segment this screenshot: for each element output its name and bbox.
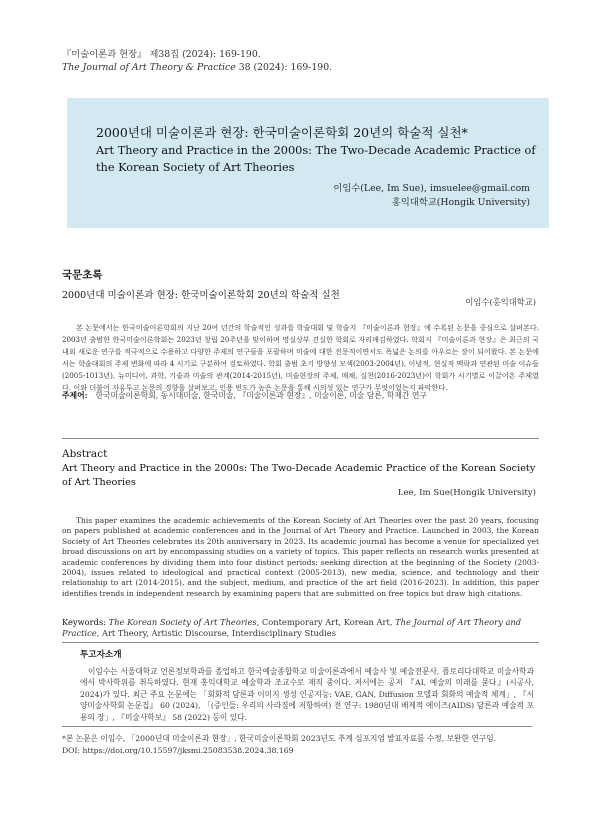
korean-keywords-label: 주제어: (62, 391, 88, 400)
korean-keywords (62, 390, 539, 401)
author-name-email: 이임수(Lee, Im Sue), imsuelee@gmail.com (333, 183, 530, 194)
korean-abstract-byline: 이임수(홍익대학교) (465, 297, 536, 307)
english-abstract-body: This paper examines the academic achievements of the Korean Society of Art Theories over the past 20 years, focusing on papers published at academic conferences and in the Journal of Art Theory and Practice. Launched in 2003, the Korean Society of Art Theories celebrates its 20th anniversary in 2023. Its academic journal has become a venue for specialized yet broad discussions on art by encompassing studies on a variety of topics. This paper reflects on research works presented at academic conferences by dividing them into four distinct periods: seeking direction at the beginning of the Society (2003-2004), issues related to ideological and practical context (2005-2013), new media, science, and technology and their relationship to art (2014-2015), and the subject, medium, and practice of the art field (2016-2023). In addition, this paper identifies trends in independent research by examining papers that are submitted on free topics but draw high citations. (62, 516, 539, 598)
footnote-source: *본 논문은 이임수, 「2000년대 미술이론과 현장」, 한국미술이론학회 2023년도 추계 심포지엄 발표자료를 수정, 보완한 연구임. (62, 734, 497, 743)
section-divider (62, 438, 539, 439)
paper-title-ko: 2000년대 미술이론과 현장: 한국미술이론학회 20년의 학술적 실천* (96, 125, 468, 140)
english-abstract-heading: Abstract (62, 448, 108, 460)
footnote-divider (62, 726, 532, 727)
keyword-journal: The Journal of Art Theory and Practice (62, 617, 522, 638)
author-info (333, 182, 530, 210)
author-bio-body: 이임수는 서울대학교 언론정보학과를 졸업하고 한국예술종합학교 미술이론과에서 예술사 및 예술전문사, 플로리다대학교 미술사학과에서 박사학위를 취득하였다. 현재 홍익대학교 예술학과 조교수로 재직 중이다. 저서에는 공저 『AI, 예술의 미래를 묻다』(시공사, 2024)가 있다. 최근 주요 논문에는 「회화적 담론과 이미지 생성 인공지능: VAE, GAN, Diffusion 모델과 회화의 예술적 체계」, 『서양미술사학회 논문집』 60 (2024), 「(증인들: 우리의 사라짐에 저항하여) 전 연구: 1980년대 배제적 에이즈(AIDS) 담론과 예술적 포용의 장」, 『미술사학보』 58 (2022) 등이 있다. (80, 667, 534, 722)
korean-abstract-title: 2000년대 미술이론과 현장: 한국미술이론학회 20년의 학술적 실천 (62, 290, 340, 301)
korean-keywords-list: 한국미술이론학회, 동시대미술, 한국미술, 『미술이론과 현장』, 미술이론, 미술 담론, 학제간 연구 (95, 391, 427, 400)
english-keywords-label: Keywords: (62, 617, 107, 627)
journal-citation-ko: 『미술이론과 현장』 제38집 (2024): 169-190. (62, 49, 261, 60)
journal-volume-en: 38 (2024): 169-190. (235, 62, 333, 73)
english-abstract-byline: Lee, Im Sue(Hongik University) (397, 488, 536, 498)
english-keywords (62, 617, 539, 639)
author-affiliation: 홍익대학교(Hongik University) (391, 197, 530, 208)
korean-abstract-heading: 국문초록 (62, 269, 103, 281)
keyword-society: The Korean Society of Art Theories (108, 617, 257, 627)
footnote-doi: DOI: https://doi.org/10.15597/jksmi.25083538.2024.38.169 (62, 745, 294, 755)
keyword-general-1: , Contemporary Art, Korean Art, (256, 617, 396, 627)
korean-abstract-body: 본 논문에서는 한국미술이론학회의 지난 20여 년간의 학술적인 성과를 학술대회 및 학술지 『미술이론과 현장』에 수록된 논문을 중심으로 살펴본다. 2003년 출범한 한국미술이론학회는 2023년 창립 20주년을 맞이하며 명실상부 견실한 학회로 자리매김하였다. 학회지 『미술이론과 현장』은 최근의 국내외 새로운 연구를 적극적으로 수용하고 다양한 주제의 연구들을 포괄하며 미술에 대한 전문적이면서도 폭넓은 논의를 아우르는 장이 되어왔다. 본 논문에서는 학술대회의 주제 변화에 따라 4 시기로 구분하여 검토하였다. 학회 출범 초기 방향성 모색(2003-2004년), 이념적, 현실적 맥락과 연관된 미술 이슈들(2005-1013년), 뉴미디어, 과학, 기술과 미술의 관계(2014-2015년), 미술현장의 주체, 매체, 실천(2016-2023년)이 학회가 시기별로 이끌어온 주제였다. 이와 더불어 자유투고 논문의 경향을 살펴보고, 인용 빈도가 높은 논문을 통해 시의성 있는 연구가 무엇이었는지 파악한다. (62, 323, 539, 393)
bio-divider (62, 642, 539, 643)
english-abstract-title: Art Theory and Practice in the 2000s: The Two-Decade Academic Practice of the Korean Society of Art Theories (62, 463, 536, 488)
paper-title-en: Art Theory and Practice in the 2000s: The Two-Decade Academic Practice of the Korean Society of Art Theories (96, 144, 536, 174)
journal-name-en: The Journal of Art Theory & Practice (62, 62, 236, 73)
author-bio-heading: 투고자소개 (80, 650, 122, 660)
footnote (62, 733, 542, 756)
journal-citation-en (62, 62, 332, 73)
keyword-general-2: , Art Theory, Artistic Discourse, Interdisciplinary Studies (96, 628, 336, 638)
